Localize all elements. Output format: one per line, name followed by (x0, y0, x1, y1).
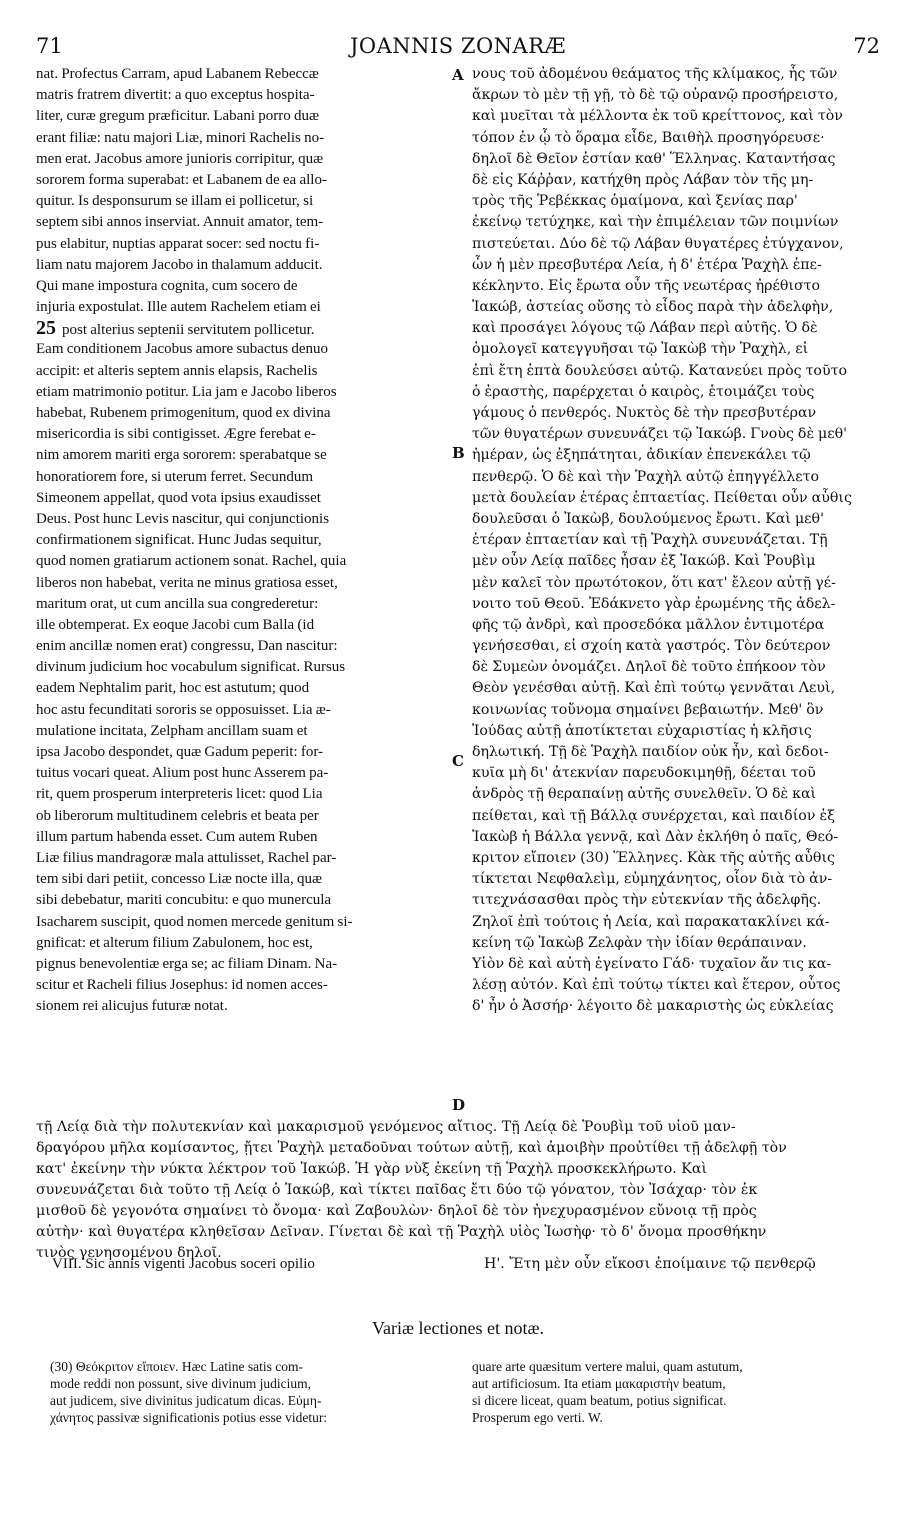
greek-text-line: Ἰούδας αὐτῇ ἀποτίκτεται εὐχαριστίας ἡ κλῆσις (472, 722, 812, 739)
full-width-text-line: τινὸς γενησομένου δηλοῖ. (36, 1245, 222, 1261)
greek-text-line: ἐκείνῳ τετύχηκε, καὶ τὴν ἐπιμέλειαν τῶν ποιμνίων (472, 214, 839, 231)
greek-text-line: τρὸς τῆς Ῥεβέκκας ὁμαίμονα, καὶ ξενίας παρ' (472, 193, 798, 210)
latin-text-line: sororem forma superabat: et Labanem de ea allo- (36, 171, 327, 188)
greek-text-line: Ἰακώβ, ἀστείας οὔσης τὸ εἶδος παρὰ τὴν ἀδελφὴν, (472, 299, 834, 316)
latin-text-line: gnificat: et alterum filium Zabulonem, hoc est, (36, 934, 313, 951)
latin-text-line: quod nomen gratiarum actionem sonat. Rachel, quia (36, 553, 347, 570)
latin-text-line: Liæ filius mandragoræ mala attulisset, Rachel par- (36, 849, 337, 866)
latin-text-line: Simeonem appellat, quod vota ipsius exaudisset (36, 489, 321, 506)
chapter-heading-greek: Η'. Ἔτη μὲν οὖν εἴκοσι ἐποίμαινε τῷ πενθερῷ (484, 1256, 816, 1272)
latin-text-line: sionem rei alicujus futuræ notat. (36, 998, 228, 1015)
chapter-heading-latin: VIII. Sic annis vigenti Jacobus soceri opilio (52, 1256, 315, 1272)
latin-text-line: ille obtemperat. Ex eoque Jacobi cum Balla (id (36, 616, 315, 633)
greek-text-line: καὶ μυεῖται τὰ μέλλοντα ἐκ τοῦ κρείττονος, καὶ τὸν (472, 108, 843, 125)
greek-text-line: κέκληντο. Εἰς ἔρωτα οὖν τῆς νεωτέρας ἠρέθιστο (472, 277, 821, 294)
greek-text-line: ἑτέραν ἑπταετίαν καὶ τῇ Ῥαχὴλ συνευνάζεται. Τῇ (472, 532, 828, 549)
latin-text-line: ipsa Jacobo despondet, quæ Gadum peperit: for- (36, 744, 324, 760)
greek-text-line: νους τοῦ ἀδομένου θεάματος τῆς κλίμακος, ἧς τῶν (472, 66, 838, 82)
full-width-text-line: τῇ Λείᾳ διὰ τὴν πολυτεκνίαν καὶ μακαρισμοῦ γενόμενος αἴτιος. Τῇ Λείᾳ δὲ Ῥουβὶμ τοῦ υἱοῦ μαν- (36, 1119, 736, 1135)
latin-text-line: liberos non habebat, verita ne minus gratiosa esset, (36, 574, 338, 591)
greek-text-line: ἀνδρὸς τῇ θεραπαίνῃ αὐτῆς συνελθεῖν. Ὁ δὲ καὶ (472, 786, 817, 803)
note-line: quare arte quæsitum vertere malui, quam astutum, (472, 1359, 743, 1374)
latin-column (36, 64, 444, 1017)
full-width-text-line: κατ' ἐκείνην τὴν νύκτα λέκτρον τοῦ Ἰακώβ. Ἡ γὰρ νὺξ ἐκείνη τῇ Ῥαχὴλ προσκεκλήρωτο. Καὶ (36, 1161, 708, 1177)
latin-text-line: rit, quem prosperum interpreteris licet: quod Lia (36, 786, 323, 803)
full-width-text-line: αὐτὴν· καὶ θυγατέρα κληθεῖσαν Δεῖναν. Γίνεται δὲ καὶ τῇ Ῥαχὴλ υἱὸς Ἰωσὴφ· τὸ δ' ὄνομα προσθήκην (36, 1224, 767, 1240)
greek-text-line: δ' ἦν ὁ Ἀσσήρ· λέγοιτο δὲ μακαριστὴς ὡς εὐκλείας (472, 998, 834, 1015)
latin-text-line: liter, curæ gregum præficitur. Labani porro duæ (36, 108, 319, 125)
latin-text-line: habebat, Rubenem primogenitum, quod ex divina (36, 405, 331, 421)
greek-text-line: κοινωνίας τοὔνομα σημαίνει βεβαιωτήν. Μεθ' ὃν (472, 701, 824, 718)
margin-marker-c: C (452, 752, 464, 770)
greek-text-line: Θεὸν γενέσθαι αὐτῇ. Καὶ ἐπὶ τούτῳ γεννᾶται Λευὶ, (472, 680, 836, 697)
full-width-text-line: μισθοῦ δὲ γεγονότα σημαίνει τὸ ὄνομα· καὶ Ζαβουλὼν· δηλοῖ δὲ τὸν ἠνεχυρασμένον εὔνοιᾳ τῇ πρὸς (36, 1203, 757, 1219)
greek-text-line: Ζηλοῖ ἐπὶ τούτοις ἡ Λεία, καὶ παρακατακλίνει κά- (472, 913, 830, 930)
latin-text-line: matris fratrem divertit: a quo exceptus hospita- (36, 87, 315, 104)
greek-text-line: ὧν ἡ μὲν πρεσβυτέρα Λεία, ἡ δ' ἑτέρα Ῥαχὴλ ἐπε- (472, 256, 822, 273)
note-right-column (472, 1358, 882, 1426)
note-left-column (50, 1358, 450, 1426)
latin-text-line: injuria expostulat. Ille autem Rachelem etiam ei (36, 299, 321, 316)
latin-text-line: pignus benevolentiæ erga se; ac filiam Dinam. Na- (36, 955, 338, 972)
latin-text-line: maritum orat, ut cum ancilla sua congrederetur: (36, 595, 319, 612)
page-header (0, 34, 916, 64)
latin-text-line: enim ancillæ nomen erat) congressu, Dan nascitur: (36, 638, 338, 655)
latin-text-line: illum partum habenda esset. Cum autem Ruben (36, 828, 318, 845)
latin-text-line: men erat. Jacobus amore junioris corripitur, quæ (36, 150, 324, 167)
note-line: si dicere liceat, quam beatum, potius significat. (472, 1393, 727, 1408)
greek-text-line: πιστεύεται. Δύο δὲ τῷ Λάβαν θυγατέρες ἐτύγχανον, (472, 235, 844, 252)
greek-text-line: καὶ προσάγει λόγους τῷ Λάβαν περὶ αὐτῆς. Ὁ δὲ (472, 320, 818, 337)
greek-text-line: ἡμέραν, ὡς ἐξηπάτηται, ἀδικίαν ἐπενεκάλει τῷ (472, 447, 811, 464)
note-line: aut judicem, sive divinitus judicatum dicas. Εὐμη- (50, 1393, 322, 1408)
greek-text-line: κυῖα μὴ δι' ἀτεκνίαν παρευδοκιμηθῇ, δέεται τοῦ (472, 765, 816, 782)
notes-title: Variæ lectiones et notæ. (372, 1318, 544, 1338)
greek-text-line: μὲν οὖν Λείᾳ παῖδες ἦσαν ἐξ Ἰακώβ. Καὶ Ῥουβὶμ (472, 553, 816, 570)
latin-text-line: mulatione incitata, Zelpham ancillam suam et (36, 722, 308, 739)
greek-text-line: ἄκρων τὸ μὲν τῇ γῇ, τὸ δὲ τῷ οὐρανῷ προσήρειστο, (472, 87, 839, 104)
latin-text-line: Eam conditionem Jacobus amore subactus denuo (36, 341, 329, 358)
latin-text-line: confirmationem significat. Hunc Judas sequitur, (36, 532, 322, 549)
greek-text-line: γάμους ὁ πενθερός. Νυκτὸς δὲ τὴν πρεσβυτέραν (472, 405, 817, 421)
latin-text-line: misericordia is sibi contigisset. Ægre ferebat e- (36, 426, 316, 443)
greek-text-line: τῶν θυγατέρων συνευνάζει τῷ Ἰακώβ. Γνοὺς δὲ μεθ' (472, 426, 848, 443)
latin-text-line: honoratiorem fore, si uterum ferret. Secundum (36, 468, 313, 485)
full-width-text-line: δραγόρου μῆλα κομίσαντος, ᾔτει Ῥαχὴλ μεταδοῦναι τούτων αὐτῇ, καὶ ἀμοιβὴν προὐτίθει τῇ ἀδελφῇ τὸν (36, 1140, 787, 1156)
latin-text-line: Isacharem suscipit, quod nomen mercede genitum si- (36, 913, 353, 930)
latin-text-line: liam natu majorem Jacobo in thalamum adducit. (36, 256, 323, 273)
note-line: (30) Θεόκριτον εἴποιεν. Hæc Latine satis com- (50, 1359, 303, 1374)
greek-text-line: Ἰακὼβ ἡ Βάλλα γεννᾷ, καὶ Δὰν ἐκλήθη ὁ παῖς, Θεό- (472, 828, 839, 845)
latin-text-line: accipit: et alteris septem annis elapsis, Rachelis (36, 362, 318, 379)
latin-text-line: tem sibi dari petiit, concesso Liæ nocte illa, quæ (36, 871, 322, 888)
latin-text-line: nat. Profectus Carram, apud Labanem Rebeccæ (36, 66, 319, 82)
greek-text-line: δουλεῦσαι ὁ Ἰακὼβ, δουλούμενος ἔρωτι. Καὶ μεθ' (472, 510, 824, 527)
latin-text-line: hoc astu fecunditati sororis se opposuisset. Lia æ- (36, 701, 331, 718)
latin-text-line: tuitus vocari queat. Alium post hunc Asserem pa- (36, 765, 329, 782)
note-line: mode reddi non possunt, sive divinum judicium, (50, 1376, 311, 1391)
latin-text-line: nim amorem mariti erga sororem: sperabatque se (36, 447, 327, 464)
latin-text-line: Qui mane impostura cognita, cum socero de (36, 277, 298, 294)
note-line: Prosperum ego verti. W. (472, 1410, 603, 1425)
greek-text-line: πείθεται, καὶ τῇ Βάλλᾳ συνέρχεται, καὶ παιδίον ἐξ (472, 807, 835, 824)
greek-text-line: γενήσεσθαι, εἰ σχοίη κατὰ γαστρός. Τὸν δεύτερον (472, 638, 831, 655)
latin-text-line: quitur. Is desponsurum se illam ei pollicetur, si (36, 193, 314, 210)
latin-text-line: Deus. Post hunc Levis nascitur, qui conjunctionis (36, 510, 330, 527)
latin-text-line: septem sibi annos inserviat. Annuit amator, tem- (36, 214, 324, 231)
latin-text-line: sibi debebatur, mariti concubitu: e quo munercula (36, 892, 332, 909)
latin-text-line: scitur et Racheli filius Josephus: id nomen acces- (36, 977, 328, 994)
greek-text-line: τίκτεται Νεφθαλεὶμ, εὐμηχάνητος, οἷον διὰ τὸ ἀν- (472, 871, 833, 888)
margin-marker-b: B (452, 444, 465, 462)
latin-text-line: erant filiæ: natu majori Liæ, minori Rachelis no- (36, 129, 325, 146)
greek-text-line: τόπον ἐν ᾧ τὸ ὅραμα εἶδε, Βαιθὴλ προσηγόρευσε· (472, 129, 825, 146)
greek-text-line: τιτεχνάσασθαι πρὸς τὴν εὐτεκνίαν τῆς ἀδελφῆς. (472, 892, 822, 909)
greek-text-line: ὁ ἐραστὴς, παρέρχεται ὁ καιρὸς, ἑτοιμάζει τοὺς (472, 383, 815, 400)
margin-marker-a: A (452, 66, 464, 84)
greek-text-line: δηλωτική. Τῇ δὲ Ῥαχὴλ παιδίον οὐκ ἦν, καὶ δεδοι- (472, 744, 829, 760)
greek-text-line: κριτον εἴποιεν (30) Ἕλληνες. Κὰκ τῆς αὐτῆς αὖθις (472, 849, 835, 866)
greek-text-line: δηλοῖ δὲ Θεῖον ἑστίαν καθ' Ἕλληνας. Καταντήσας (472, 150, 836, 167)
section-number: 25 (36, 318, 56, 340)
full-width-text-line: συνευνάζεται διὰ τοῦτο τῇ Λείᾳ ὁ Ἰακώβ, καὶ τίκτει παῖδας ἔτι δύο τῷ γόνατον, τὸν Ἰσάχαρ· τὸν ἐκ (36, 1182, 758, 1198)
latin-text-line: eadem Nephtalim parit, hoc est astutum; quod (36, 680, 310, 697)
margin-marker-d: D (452, 1096, 466, 1114)
latin-text-line: divinum judicium hoc vocabulum significat. Rursus (36, 659, 346, 676)
latin-text-line: etiam matrimonio potitur. Lia jam e Jacobo liberos (36, 383, 337, 400)
greek-text-line: κείνη τῷ Ἰακὼβ Ζελφὰν τὴν ἰδίαν θεράπαιναν. (472, 934, 807, 951)
greek-column (472, 64, 882, 1017)
note-line: aut artificiosum. Ita etiam μακαριστὴν beatum, (472, 1376, 726, 1391)
greek-text-line: ἐπὶ ἔτη ἑπτὰ δουλεύσει αὐτῷ. Κατανεύει πρὸς τοῦτο (472, 362, 847, 379)
greek-text-line: φῆς τῷ ἀνδρὶ, καὶ προσεδόκα μᾶλλον ἐντιμοτέρα (472, 616, 825, 633)
page-number-right: 72 (853, 34, 880, 58)
greek-text-line: δὲ εἰς Κάῤῥαν, κατήχθη πρὸς Λάβαν τὸν τῆς μη- (472, 171, 814, 188)
greek-text-line: Υἱὸν δὲ καὶ αὐτὴ ἐγείνατο Γάδ· τυχαῖον ἄν τις κα- (472, 955, 832, 972)
latin-text-line: 25 post alterius septenii servitutem pollicetur. (36, 318, 315, 340)
greek-text-line: μὲν καλεῖ τὸν πρωτότοκον, ὅτι κατ' ἔλεον αὐτῇ γέ- (472, 574, 836, 591)
latin-text-line: pus elabitur, nuptias apparat socer: sed noctu fi- (36, 235, 320, 252)
note-line: χάνητος passivæ significationis potius esse videtur: (50, 1410, 328, 1425)
page-number-left: 71 (36, 34, 63, 58)
running-title: JOANNIS ZONARÆ (349, 34, 567, 58)
greek-text-line: δὲ Συμεὼν ὀνομάζει. Δηλοῖ δὲ τοῦτο ἐπήκοον τὸν (472, 659, 826, 676)
full-width-greek-text (36, 1117, 882, 1264)
greek-text-line: λέσῃ αὐτόν. Καὶ ἐπὶ τούτῳ τίκτει καὶ ἕτερον, οὗτος (472, 977, 841, 994)
latin-text-line: ob liberorum multitudinem celebris et beata per (36, 807, 319, 824)
greek-text-line: πενθερῷ. Ὁ δὲ καὶ τὴν Ῥαχὴλ αὐτῷ ἐπηγγέλλετο (472, 468, 819, 485)
greek-text-line: ὁμολογεῖ κατεγγυῆσαι τῷ Ἰακὼβ τὴν Ῥαχὴλ, εἰ (472, 341, 809, 358)
greek-text-line: νοιτο τοῦ Θεοῦ. Ἐδάκνετο γὰρ ἐρωμένης τῆς ἀδελ- (472, 595, 836, 612)
greek-text-line: μετὰ δουλείαν ἑτέρας ἑπταετίας. Πείθεται οὖν αὖθις (472, 489, 852, 506)
